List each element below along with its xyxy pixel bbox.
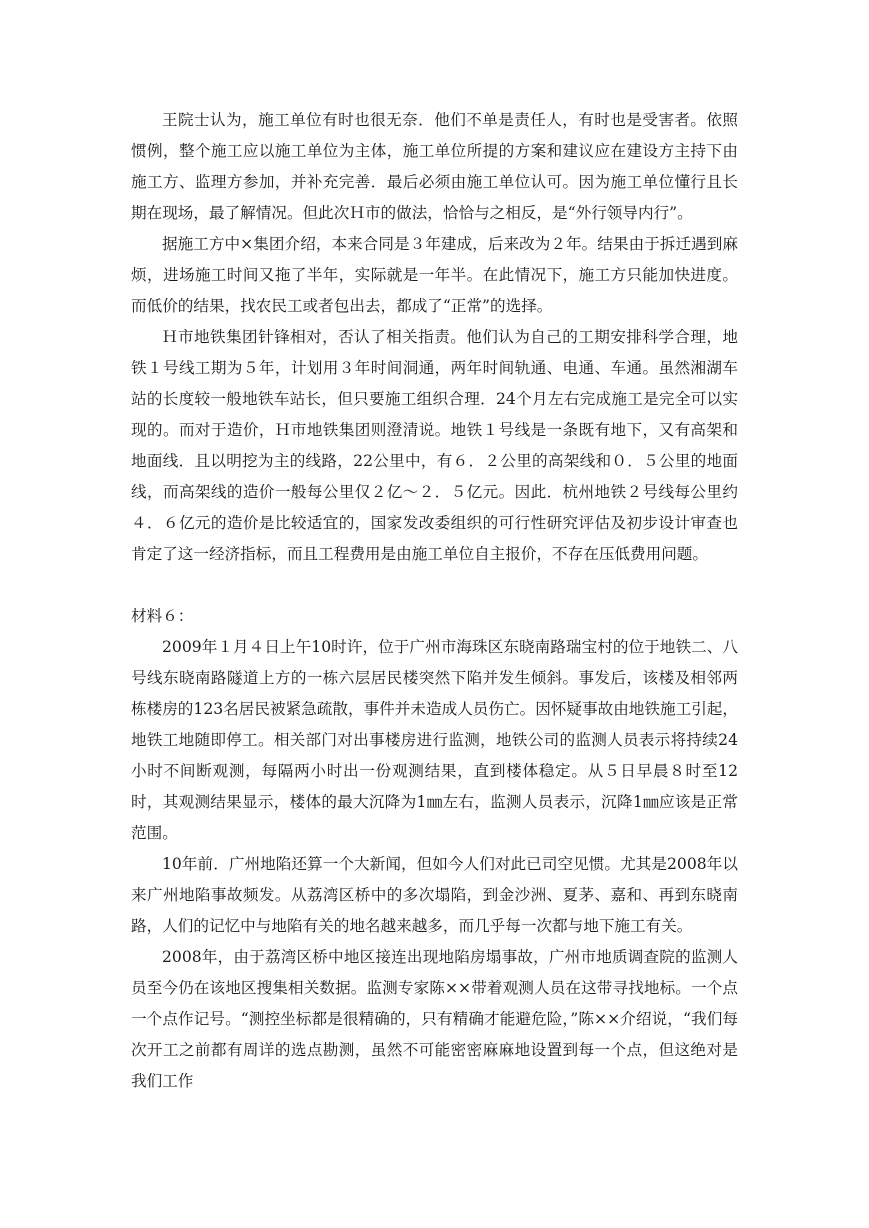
section-heading: 材料６： xyxy=(131,607,194,625)
section-spacer xyxy=(131,570,738,601)
paragraph-monitoring-work: 2008年，由于荔湾区桥中地区接连出现地陷房塌事故，广州市地质调查院的监测人员至今仍在该地区搜集相关数据。监测专家陈××带着观测人员在这带寻找地标。一个点一个点作记号。“测控坐标都是很精确的，只有精确才能避危险，”陈××介绍说，“我们每次开工之前都有周详的选点勘测，虽然不可能密密麻麻地设置到每一个点，但这绝对是我们工作 xyxy=(131,948,738,1090)
paragraph-academician-view: 王院士认为，施工单位有时也很无奈．他们不单是责任人，有时也是受害者。依照惯例，整个施工应以施工单位为主体，施工单位所提的方案和建议应在建设方主持下由施工方、监理方参加，并补充完善．最后必须由施工单位认可。因为施工单位懂行且长期在现场，最了解情况。但此次Ｈ市的做法，恰恰与之相反，是“外行领导内行”。 xyxy=(131,111,738,222)
paragraph-guangzhou-incident: 2009年１月４日上午10时许，位于广州市海珠区东晓南路瑞宝村的位于地铁二、八号线东晓南路隧道上方的一栋六层居民楼突然下陷并发生倾斜。事发后，该楼及相邻两栋楼房的123名居民被紧急疏散，事件并未造成人员伤亡。因怀疑事故由地铁施工引起，地铁工地随即停工。相关部门对出事楼房进行监测，地铁公司的监测人员表示将持续24小时不间断观测，每隔两小时出一份观测结果，直到楼体稳定。从５日早晨８时至12时，其观测结果显示，楼体的最大沉降为1㎜左右，监测人员表示，沉降1㎜应该是正常范围。 xyxy=(131,638,738,842)
paragraph-metro-group-response: Ｈ市地铁集团针锋相对，否认了相关指责。他们认为自己的工期安排科学合理，地铁１号线工期为５年，计划用３年时间洞通，两年时间轨通、电通、车通。虽然湘湖车站的长度较一般地铁车站长，但只要施工组织合理．24个月左右完成施工是完全可以实现的。而对于造价，Ｈ市地铁集团则澄清说。地铁１号线是一条既有地下，又有高架和地面线．且以明挖为主的线路，22公里中，有６．２公里的高架线和０．５公里的地面线，而高架线的造价一般每公里仅２亿～２．５亿元。因此．杭州地铁２号线每公里约４．６亿元的造价是比较适宜的，国家发改委组织的可行性研究评估及初步设计审查也肯定了这一经济指标，而且工程费用是由施工单位自主报价，不存在压低费用问题。 xyxy=(131,328,738,563)
paragraph-subsidence-history: 10年前．广州地陷还算一个大新闻，但如今人们对此已司空见惯。尤其是2008年以来广州地陷事故频发。从荔湾区桥中的多次塌陷，到金沙洲、夏茅、嘉和、再到东晓南路，人们的记忆中与地陷有关的地名越来越多，而几乎每一次都与地下施工有关。 xyxy=(131,855,738,935)
document-page xyxy=(131,105,738,1097)
paragraph-contractor-statement: 据施工方中×集团介绍，本来合同是３年建成，后来改为２年。结果由于拆迁遇到麻烦，进场施工时间又拖了半年，实际就是一年半。在此情况下，施工方只能加快进度。而低价的结果，找农民工或者包出去，都成了“正常”的选择。 xyxy=(131,235,738,315)
